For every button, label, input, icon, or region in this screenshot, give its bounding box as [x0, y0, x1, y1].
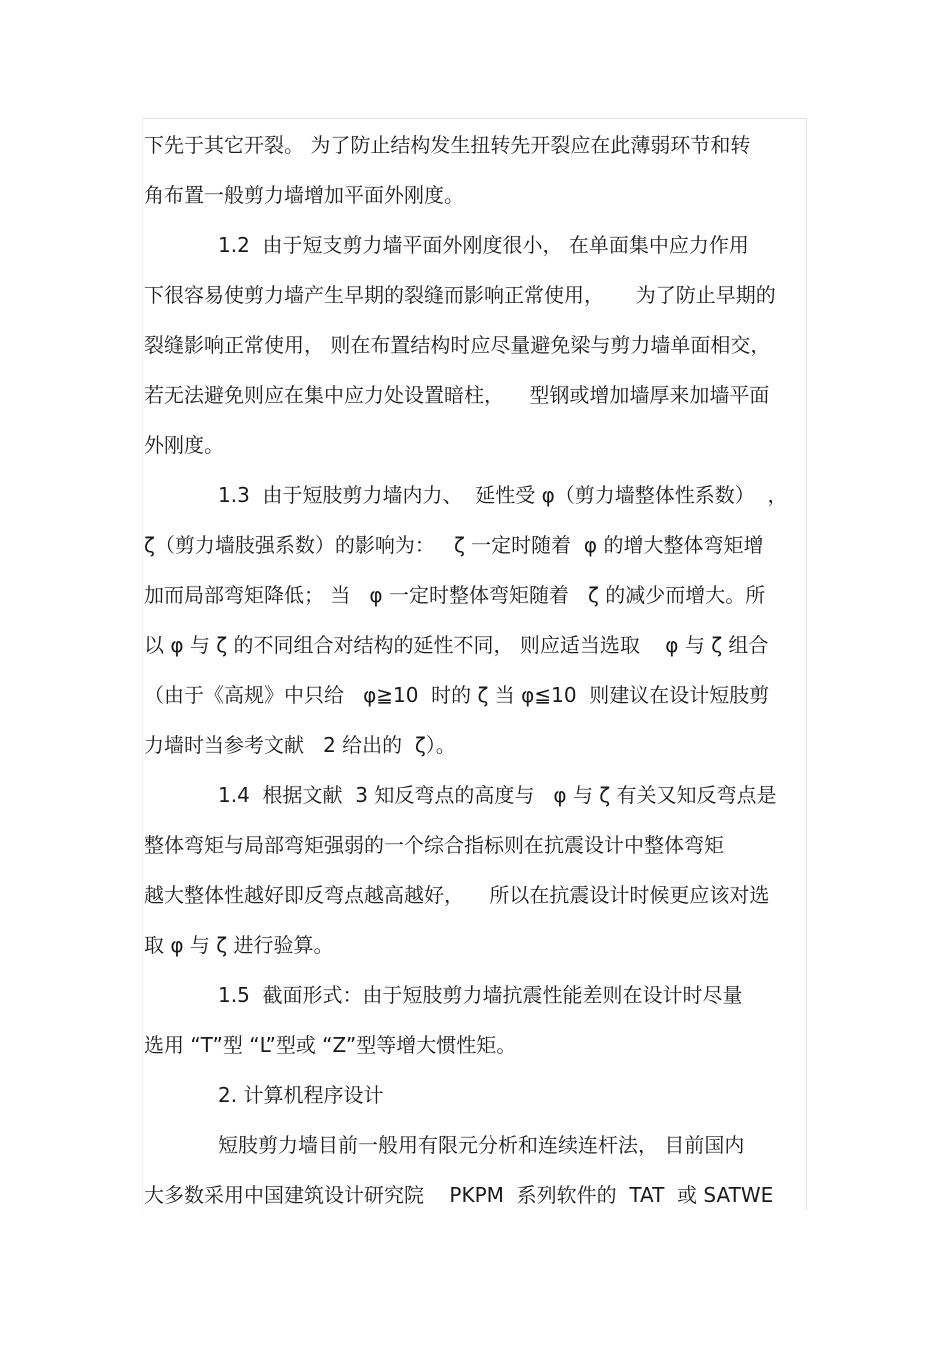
text-line: 短肢剪力墙目前一般用有限元分析和连续连杆法， 目前国内	[218, 1133, 745, 1157]
text-line: 大多数采用中国建筑设计研究院 PKPM 系列软件的 TAT 或 SATWE	[144, 1183, 774, 1207]
text-line: 选用 “T”型 “L”型或 “Z”型等增大惯性矩。	[144, 1033, 517, 1057]
document-body	[144, 120, 806, 1220]
text-line: ζ（剪力墙肢强系数）的影响为： ζ 一定时随着 φ 的增大整体弯矩增	[144, 533, 764, 557]
text-line: 加而局部弯矩降低； 当 φ 一定时整体弯矩随着 ζ 的减少而增大。所	[144, 583, 766, 607]
text-line: 角布置一般剪力墙增加平面外刚度。	[144, 183, 464, 207]
section-heading-1-5: 1.5 截面形式：由于短肢剪力墙抗震性能差则在设计时尽量	[218, 983, 743, 1007]
text-line: 若无法避免则应在集中应力处设置暗柱， 型钢或增加墙厚来加墙平面	[144, 383, 770, 407]
section-heading-1-4: 1.4 根据文献 3 知反弯点的高度与 φ 与 ζ 有关又知反弯点是	[218, 783, 777, 807]
text-line: 外刚度。	[144, 433, 224, 457]
text-line: 力墙时当参考文献 2 给出的 ζ）。	[144, 733, 456, 757]
section-heading-1-2: 1.2 由于短支剪力墙平面外刚度很小， 在单面集中应力作用	[218, 233, 749, 257]
text-line: 下先于其它开裂。 为了防止结构发生扭转先开裂应在此薄弱环节和转	[144, 133, 751, 157]
text-line: 以 φ 与 ζ 的不同组合对结构的延性不同， 则应适当选取 φ 与 ζ 组合	[144, 633, 769, 657]
text-line: （由于《高规》中只给 φ≧10 时的 ζ 当 φ≦10 则建议在设计短肢剪	[144, 683, 770, 707]
section-heading-1-3: 1.3 由于短肢剪力墙内力、 延性受 φ（剪力墙整体性系数） ，	[218, 483, 788, 507]
text-line: 取 φ 与 ζ 进行验算。	[144, 933, 334, 957]
text-line: 裂缝影响正常使用， 则在布置结构时应尽量避免梁与剪力墙单面相交，	[144, 333, 771, 357]
text-line: 整体弯矩与局部弯矩强弱的一个综合指标则在抗震设计中整体弯矩	[144, 833, 724, 857]
text-line: 越大整体性越好即反弯点越高越好， 所以在抗震设计时候更应该对选	[144, 883, 770, 907]
text-line: 下很容易使剪力墙产生早期的裂缝而影响正常使用， 为了防止早期的	[144, 283, 776, 307]
section-heading-2: 2. 计算机程序设计	[218, 1083, 384, 1107]
